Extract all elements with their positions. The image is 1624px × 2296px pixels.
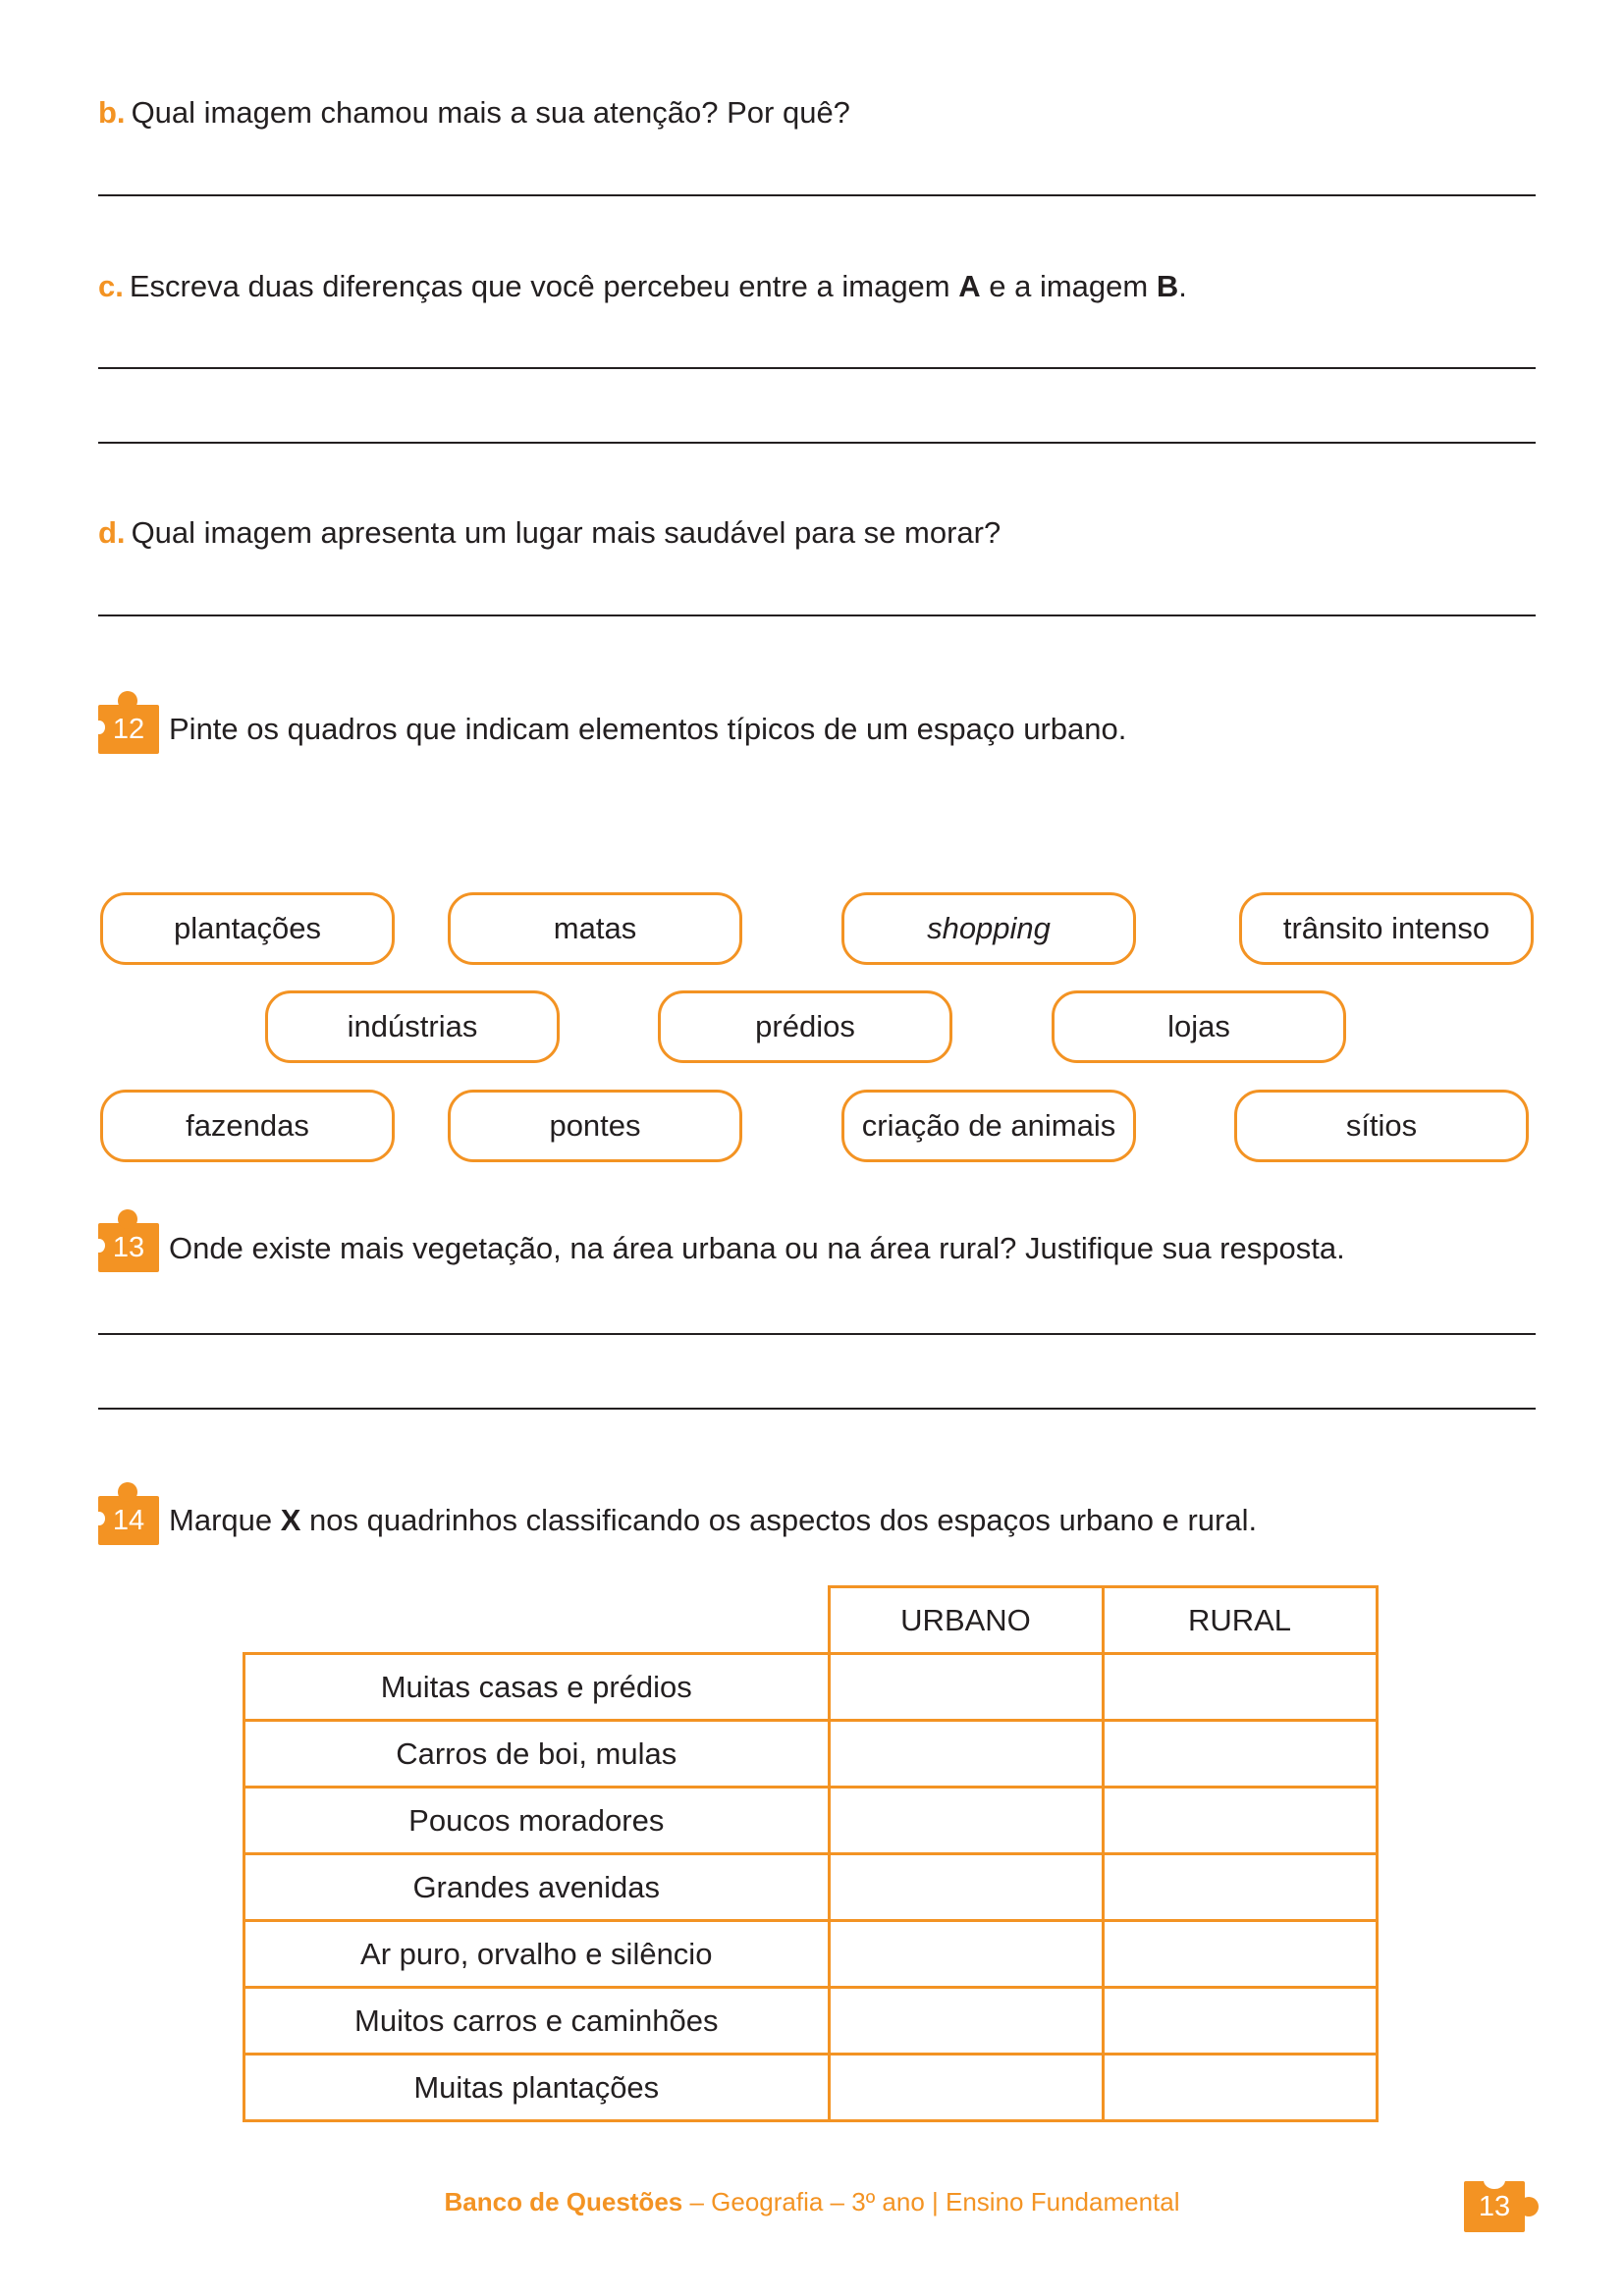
- checkbox-rural[interactable]: [1103, 2055, 1377, 2121]
- question-c-text-end: .: [1178, 269, 1187, 303]
- question-12-number: 12: [112, 714, 145, 745]
- checkbox-rural[interactable]: [1103, 1654, 1377, 1721]
- checkbox-rural[interactable]: [1103, 1921, 1377, 1988]
- chip-shopping[interactable]: shopping: [841, 892, 1136, 965]
- footer: [0, 2187, 1624, 2217]
- table-row: [244, 1988, 1378, 2055]
- chip-plantacoes[interactable]: plantações: [100, 892, 395, 965]
- checkbox-urbano[interactable]: [829, 1921, 1103, 1988]
- question-c-text-middle: e a imagem: [989, 269, 1149, 303]
- question-14-text-after: nos quadrinhos classificando os aspectos dos espaços urbano e rural.: [309, 1503, 1258, 1537]
- checkbox-rural[interactable]: [1103, 1788, 1377, 1854]
- question-c-bold-b: B: [1156, 269, 1179, 303]
- row-label: Carros de boi, mulas: [244, 1721, 830, 1788]
- row-label: Grandes avenidas: [244, 1854, 830, 1921]
- footer-brand: Banco de Questões: [444, 2187, 683, 2216]
- question-12-text: Pinte os quadros que indicam elementos típicos de um espaço urbano.: [169, 712, 1127, 746]
- chip-criacao-de-animais[interactable]: criação de animais: [841, 1090, 1136, 1162]
- chip-fazendas[interactable]: fazendas: [100, 1090, 395, 1162]
- question-14-number: 14: [112, 1505, 145, 1536]
- table-header-row: [244, 1587, 1378, 1654]
- question-14-text-before: Marque: [169, 1503, 273, 1537]
- question-b-letter: b.: [98, 95, 126, 130]
- question-b: [98, 94, 850, 132]
- table-row: [244, 2055, 1378, 2121]
- row-label: Muitas casas e prédios: [244, 1654, 830, 1721]
- classification-table: [243, 1585, 1379, 2122]
- checkbox-urbano[interactable]: [829, 1988, 1103, 2055]
- chip-predios[interactable]: prédios: [658, 990, 952, 1063]
- chip-industrias[interactable]: indústrias: [265, 990, 560, 1063]
- question-c-text-before: Escreva duas diferenças que você percebeu entre a imagem: [129, 269, 950, 303]
- answer-line-c1[interactable]: [98, 367, 1536, 369]
- checkbox-urbano[interactable]: [829, 1788, 1103, 1854]
- table-row: [244, 1654, 1378, 1721]
- row-label: Ar puro, orvalho e silêncio: [244, 1921, 830, 1988]
- checkbox-urbano[interactable]: [829, 1721, 1103, 1788]
- checkbox-urbano[interactable]: [829, 1654, 1103, 1721]
- question-c: [98, 268, 1187, 305]
- chip-sitios[interactable]: sítios: [1234, 1090, 1529, 1162]
- row-label: Poucos moradores: [244, 1788, 830, 1854]
- question-14-text: [169, 1502, 1257, 1539]
- answer-line-13b[interactable]: [98, 1408, 1536, 1410]
- question-13-number-badge: [98, 1223, 159, 1272]
- header-urbano: URBANO: [829, 1587, 1103, 1654]
- answer-line-d[interactable]: [98, 614, 1536, 616]
- header-rural: RURAL: [1103, 1587, 1377, 1654]
- checkbox-rural[interactable]: [1103, 1721, 1377, 1788]
- page-number-badge: [1464, 2181, 1525, 2232]
- table-corner: [244, 1587, 830, 1654]
- chip-lojas[interactable]: lojas: [1052, 990, 1346, 1063]
- table-row: [244, 1854, 1378, 1921]
- question-13-number: 13: [112, 1232, 145, 1263]
- checkbox-urbano[interactable]: [829, 1854, 1103, 1921]
- table-row: [244, 1788, 1378, 1854]
- question-14-bold-x: X: [280, 1503, 301, 1537]
- row-label: Muitos carros e caminhões: [244, 1988, 830, 2055]
- answer-line-13a[interactable]: [98, 1333, 1536, 1335]
- question-d: [98, 514, 1001, 552]
- answer-line-c2[interactable]: [98, 442, 1536, 444]
- question-c-bold-a: A: [958, 269, 981, 303]
- footer-subject: – Geografia – 3º ano | Ensino Fundamental: [689, 2187, 1180, 2216]
- question-d-text: Qual imagem apresenta um lugar mais saudável para se morar?: [131, 515, 1001, 550]
- answer-line-b[interactable]: [98, 194, 1536, 196]
- question-b-text: Qual imagem chamou mais a sua atenção? Por quê?: [131, 95, 850, 130]
- checkbox-rural[interactable]: [1103, 1854, 1377, 1921]
- question-13-text: Onde existe mais vegetação, na área urbana ou na área rural? Justifique sua resposta.: [169, 1231, 1345, 1265]
- question-d-letter: d.: [98, 515, 126, 550]
- table-row: [244, 1921, 1378, 1988]
- checkbox-urbano[interactable]: [829, 2055, 1103, 2121]
- page-number: 13: [1478, 2191, 1511, 2222]
- checkbox-rural[interactable]: [1103, 1988, 1377, 2055]
- table-row: [244, 1721, 1378, 1788]
- question-14-number-badge: [98, 1496, 159, 1545]
- question-12-number-badge: [98, 705, 159, 754]
- chip-transito-intenso[interactable]: trânsito intenso: [1239, 892, 1534, 965]
- question-c-letter: c.: [98, 269, 124, 303]
- row-label: Muitas plantações: [244, 2055, 830, 2121]
- chip-matas[interactable]: matas: [448, 892, 742, 965]
- chip-pontes[interactable]: pontes: [448, 1090, 742, 1162]
